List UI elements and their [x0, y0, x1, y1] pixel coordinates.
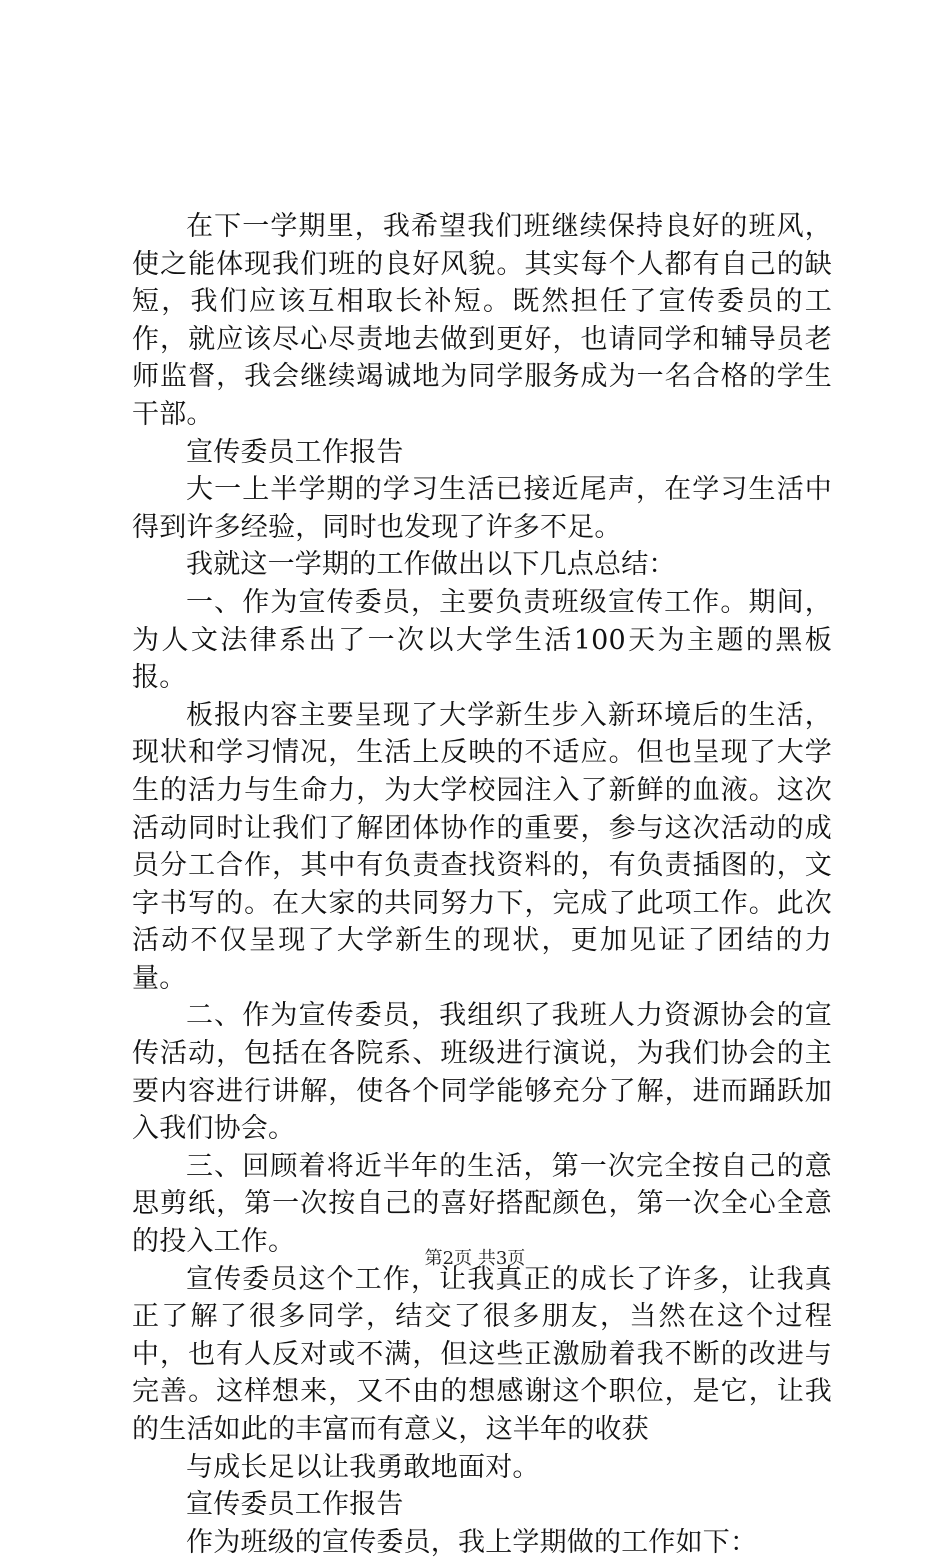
paragraph-3: 我就这一学期的工作做出以下几点总结：	[186, 549, 676, 581]
document-body	[132, 208, 832, 1561]
paragraph-10: 作为班级的宣传委员，我上学期做的工作如下：	[186, 1526, 758, 1558]
section-heading-2: 宣传委员工作报告	[186, 1489, 404, 1521]
paragraph-9: 与成长足以让我勇敢地面对。	[186, 1451, 540, 1483]
paragraph-1: 在下一学期里，我希望我们班继续保持良好的班风，使之能体现我们班的良好风貌。其实每个人都有自己的缺短，我们应该互相取长补短。既然担任了宣传委员的工作，就应该尽心尽责地去做到更好，也请同学和辅导员老师监督，我会继续竭诚地为同学服务成为一名合格的学生干部。	[132, 211, 832, 430]
paragraph-8: 宣传委员这个工作，让我真正的成长了许多，让我真正了解了很多同学，结交了很多朋友，当然在这个过程中，也有人反对或不满，但这些正激励着我不断的改进与完善。这样想来，又不由的想感谢这个职位，是它，让我的生活如此的丰富而有意义，这半年的收获	[132, 1263, 832, 1445]
paragraph-6: 二、作为宣传委员，我组织了我班人力资源协会的宣传活动，包括在各院系、班级进行演说，为我们协会的主要内容进行讲解，使各个同学能够充分了解，进而踊跃加入我们协会。	[132, 1000, 832, 1145]
paragraph-2: 大一上半学期的学习生活已接近尾声，在学习生活中得到许多经验，同时也发现了许多不足。	[132, 474, 832, 543]
page-footer: 第2页 共3页	[424, 1248, 526, 1269]
paragraph-4: 一、作为宣传委员，主要负责班级宣传工作。期间，为人文法律系出了一次以大学生活100天为主题的黑板报。	[132, 586, 832, 694]
paragraph-7: 三、回顾着将近半年的生活，第一次完全按自己的意思剪纸，第一次按自己的喜好搭配颜色，第一次全心全意的投入工作。	[132, 1150, 832, 1258]
section-heading-1: 宣传委员工作报告	[186, 436, 404, 468]
paragraph-5: 板报内容主要呈现了大学新生步入新环境后的生活，现状和学习情况，生活上反映的不适应。但也呈现了大学生的活力与生命力，为大学校园注入了新鲜的血液。这次活动同时让我们了解团体协作的重要，参与这次活动的成员分工合作，其中有负责查找资料的，有负责插图的，文字书写的。在大家的共同努力下，完成了此项工作。此次活动不仅呈现了大学新生的现状，更加见证了团结的力量。	[132, 699, 832, 994]
